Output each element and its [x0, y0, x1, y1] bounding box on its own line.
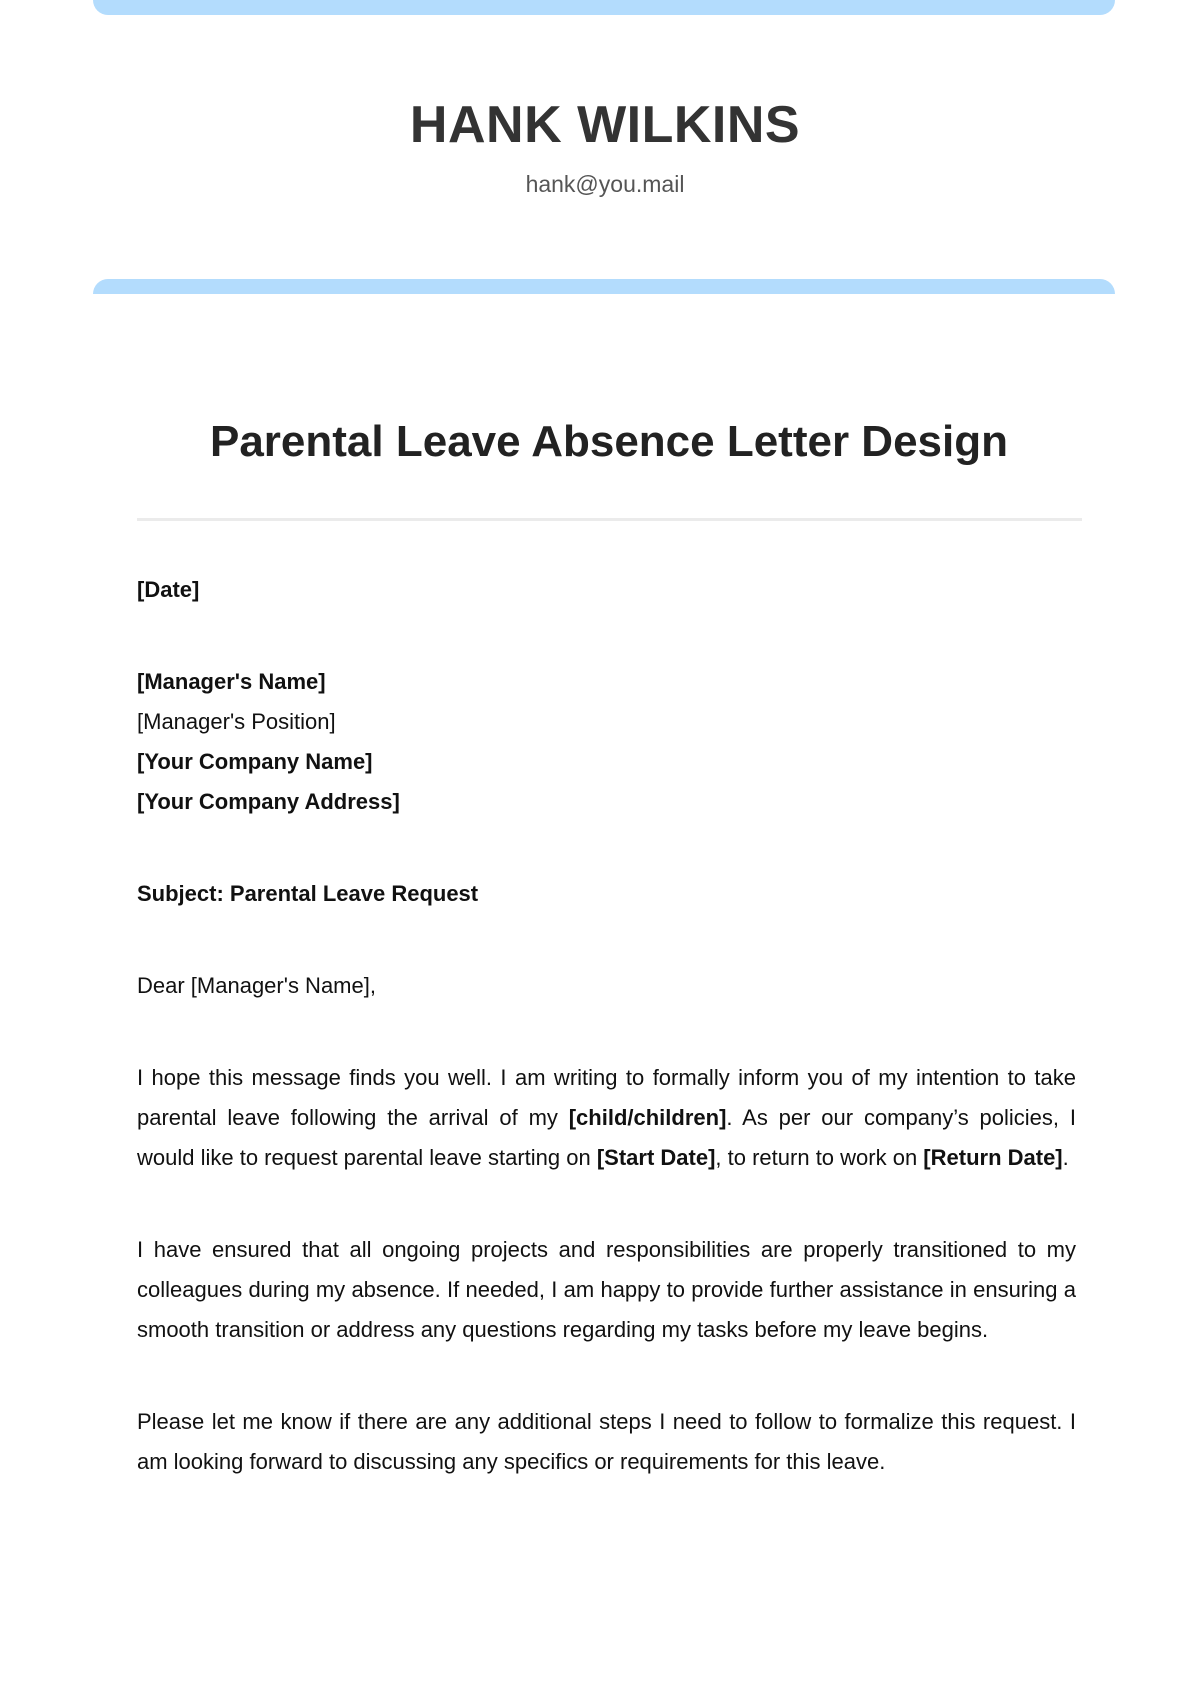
letterhead: [0, 94, 1200, 198]
body-paragraph-2: I have ensured that all ongoing projects and responsibilities are properly transitioned to my colleagues during my absence. If needed, I am happy to provide further assistance in ensuring a smooth transition or address any questions regarding my tasks before my leave begins.: [137, 1237, 1076, 1342]
body-paragraph-1: I hope this message finds you well. I am writing to formally inform you of my intention to take parental leave following the arrival of my [child/children]. As per our company’s policies, I would like to request parental leave starting on [Start Date], to return to work on [Return Date].: [137, 1065, 1076, 1170]
recipient-address: [Your Company Address]: [137, 789, 400, 814]
recipient-company: [Your Company Name]: [137, 749, 373, 774]
letter-salutation: Dear [Manager's Name],: [137, 973, 376, 998]
sender-email: hank@you.mail: [525, 171, 685, 197]
placeholder-start-date: [Start Date]: [596, 1145, 716, 1170]
recipient-name: [Manager's Name]: [137, 669, 326, 694]
top-accent-band: [93, 0, 1115, 15]
letter-subject: Subject: Parental Leave Request: [137, 881, 479, 906]
document-title: Parental Leave Absence Letter Design: [209, 417, 1008, 466]
header-accent-band: [93, 279, 1115, 294]
letter-date: [Date]: [137, 577, 200, 602]
body-paragraph-3: Please let me know if there are any additional steps I need to follow to formalize this request. I am looking forward to discussing any specifics or requirements for this leave.: [137, 1409, 1076, 1474]
recipient-position: [Manager's Position]: [137, 709, 336, 734]
recipient-block: [137, 662, 1076, 822]
letter-body: [137, 570, 1076, 1482]
sender-name: HANK WILKINS: [409, 96, 801, 154]
title-divider: [137, 518, 1082, 521]
placeholder-child: [child/children]: [568, 1105, 727, 1130]
placeholder-return-date: [Return Date]: [923, 1145, 1063, 1170]
